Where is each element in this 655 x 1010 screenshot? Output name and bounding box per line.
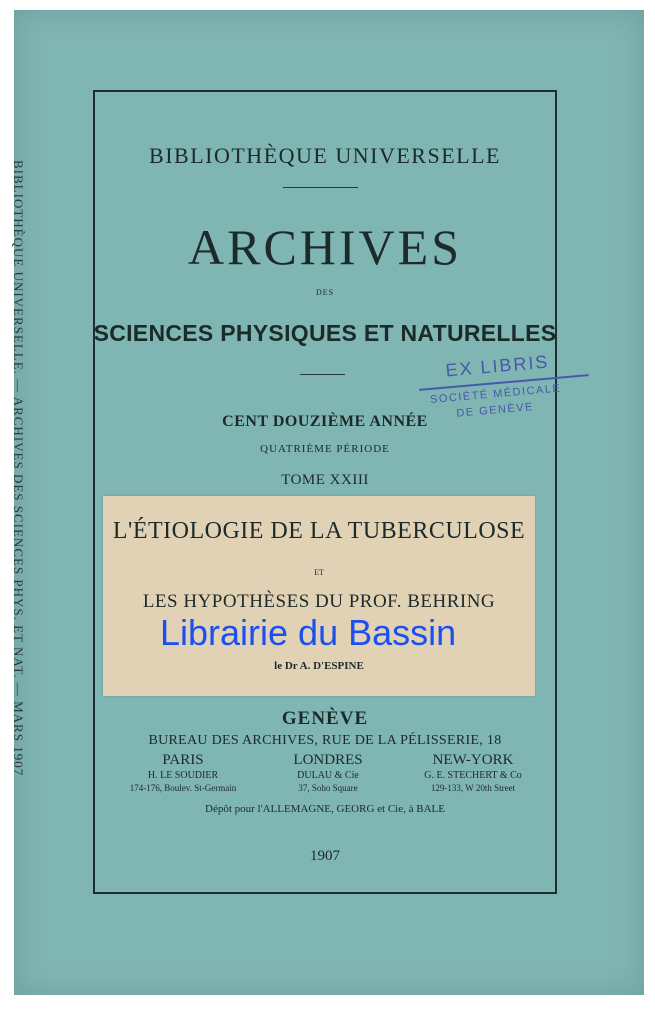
label-author: le Dr A. D'ESPINE	[274, 660, 364, 672]
publication-year: 1907	[310, 848, 340, 864]
label-title-line-1: L'ÉTIOLOGIE DE LA TUBERCULOSE	[112, 518, 526, 544]
stamp-line-2: SOCIÉTÉ MÉDICALE	[429, 382, 562, 406]
column-name: DULAU & Cie	[297, 770, 359, 781]
stamp-line-3: DE GENÈVE	[455, 400, 535, 420]
subtitle: SCIENCES PHYSIQUES ET NATURELLES	[93, 320, 557, 346]
publisher-column-londres	[258, 752, 398, 793]
watermark-text: Librairie du Bassin	[160, 612, 457, 653]
des-label: DES	[315, 288, 335, 297]
spine-label: BIBLIOTHÈQUE UNIVERSELLE. — ARCHIVES DES SCIENCES PHYS. ET NAT. — MARS 1907	[11, 160, 26, 777]
column-address: 129-133, W 20th Street	[430, 783, 516, 793]
year-label: CENT DOUZIÈME ANNÉE	[222, 413, 428, 430]
label-title-line-2: LES HYPOTHÈSES DU PROF. BEHRING	[142, 591, 496, 612]
publisher-city: GENÈVE	[281, 708, 369, 729]
stamp-line-1: EX LIBRIS	[444, 351, 551, 381]
pasted-title-label	[103, 496, 535, 696]
spine-text	[2, 160, 32, 1010]
column-city: PARIS	[162, 752, 204, 768]
column-name: H. LE SOUDIER	[147, 770, 219, 781]
column-address: 37, Soho Square	[298, 783, 358, 793]
tome-label: TOME XXIII	[281, 472, 369, 488]
column-city: LONDRES	[293, 752, 363, 768]
column-address: 174-176, Boulev. St-Germain	[129, 783, 237, 793]
column-city: NEW-YORK	[432, 752, 514, 768]
divider-rule	[300, 374, 345, 375]
label-et: ET	[314, 568, 324, 577]
depot-line: Dépôt pour l'ALLEMAGNE, GEORG et Cie, à BALE	[205, 803, 445, 815]
divider-rule	[283, 187, 358, 188]
publisher-column-new-york	[398, 752, 548, 793]
main-title: ARCHIVES	[187, 219, 463, 275]
publisher-column-paris	[108, 752, 258, 793]
period-label: QUATRIÈME PÉRIODE	[260, 443, 390, 455]
ex-libris-stamp	[417, 347, 603, 442]
publisher-bureau: BUREAU DES ARCHIVES, RUE DE LA PÉLISSERIE, 18	[148, 733, 502, 748]
column-name: G. E. STECHERT & Co	[424, 770, 522, 781]
series-title: BIBLIOTHÈQUE UNIVERSELLE	[149, 143, 501, 168]
